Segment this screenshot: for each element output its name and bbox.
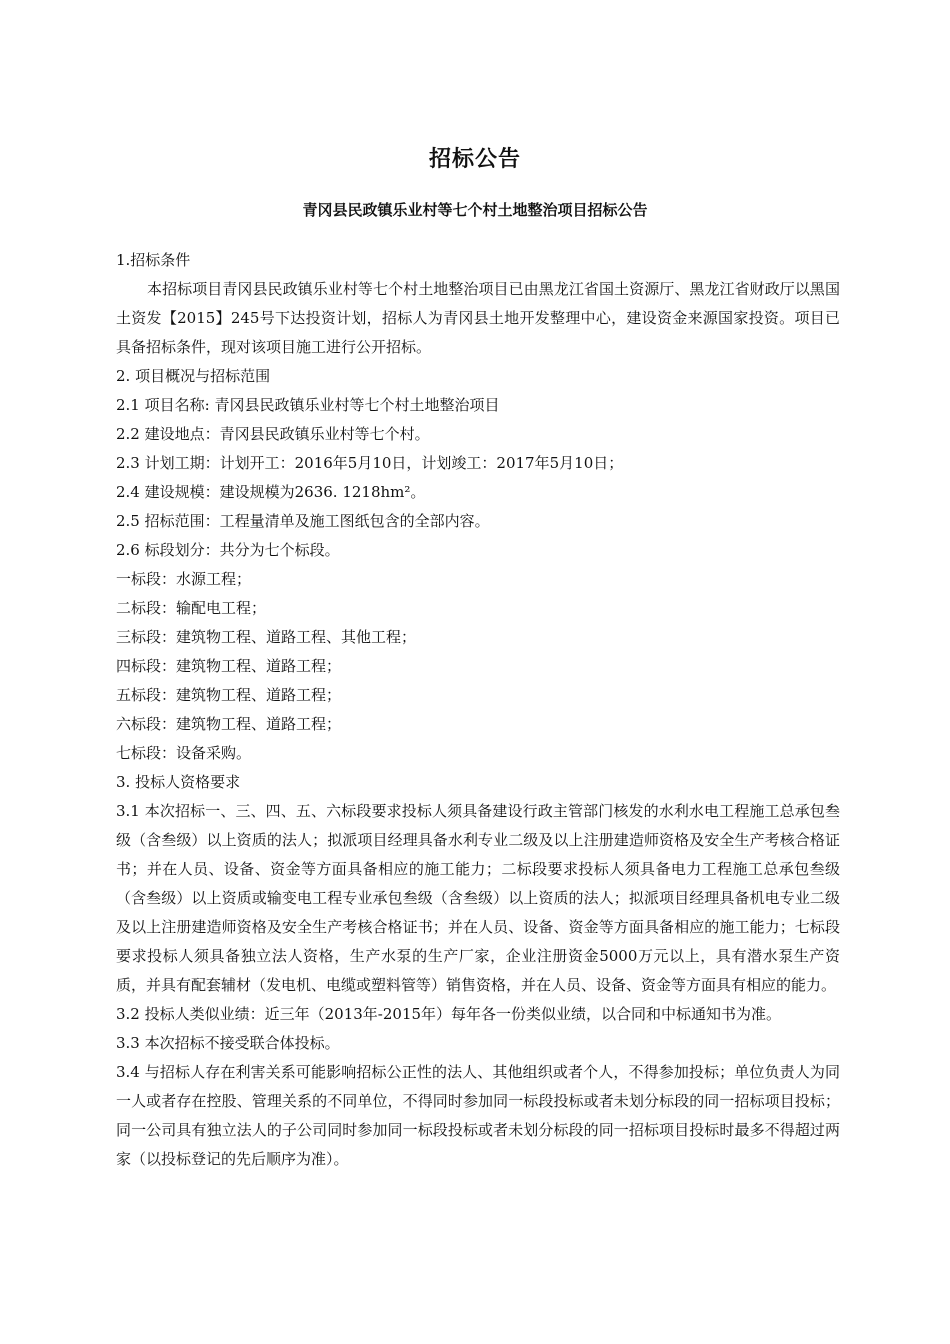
section-2-item-lots: 2.6 标段划分：共分为七个标段。 xyxy=(116,541,340,559)
section-2-heading: 2. 项目概况与招标范围 xyxy=(116,367,271,385)
section-1-heading: 1.招标条件 xyxy=(116,251,191,269)
section-2-item-project-name: 2.1 项目名称: 青冈县民政镇乐业村等七个村土地整治项目 xyxy=(116,396,500,414)
lot-item-4: 四标段：建筑物工程、道路工程； xyxy=(116,657,342,675)
lot-item-1: 一标段：水源工程； xyxy=(116,570,252,588)
section-3-item-experience: 3.2 投标人类似业绩：近三年（2013年-2015年）每年各一份类似业绩，以合同和中标通知书为准。 xyxy=(116,1005,782,1023)
lot-item-7: 七标段：设备采购。 xyxy=(116,744,252,762)
section-3-heading: 3. 投标人资格要求 xyxy=(116,773,241,791)
lot-item-2: 二标段：输配电工程； xyxy=(116,599,267,617)
section-3-item-consortium: 3.3 本次招标不接受联合体投标。 xyxy=(116,1034,340,1052)
document-body xyxy=(116,246,840,1174)
section-3-item-qualification: 3.1 本次招标一、三、四、五、六标段要求投标人须具备建设行政主管部门核发的水利水电工程施工总承包叁级（含叁级）以上资质的法人；拟派项目经理具备水利专业二级及以上注册建造师资格及安全生产考核合格证书；并在人员、设备、资金等方面具备相应的施工能力；二标段要求投标人须具备电力工程施工总承包叁级（含叁级）以上资质或输变电工程专业承包叁级（含叁级）以上资质的法人；拟派项目经理具备机电专业二级及以上注册建造师资格及安全生产考核合格证书；并在人员、设备、资金等方面具备相应的施工能力；七标段要求投标人须具备独立法人资格，生产水泵的生产厂家，企业注册资金5000万元以上，具有潜水泵生产资质，并具有配套辅材（发电机、电缆或塑料管等）销售资格，并在人员、设备、资金等方面具有相应的能力。 xyxy=(116,802,840,994)
section-2-item-scope: 2.5 招标范围：工程量清单及施工图纸包含的全部内容。 xyxy=(116,512,490,530)
document-title: 招标公告 xyxy=(428,147,521,172)
section-3-item-conflict: 3.4 与招标人存在利害关系可能影响招标公正性的法人、其他组织或者个人，不得参加投标；单位负责人为同一人或者存在控股、管理关系的不同单位，不得同时参加同一标段投标或者未划分标段的同一招标项目投标；同一公司具有独立法人的子公司同时参加同一标段投标或者未划分标段的同一招标项目投标时最多不得超过两家（以投标登记的先后顺序为准）。 xyxy=(116,1063,840,1168)
section-2-item-scale: 2.4 建设规模：建设规模为2636. 1218hm²。 xyxy=(116,483,426,501)
document-subtitle: 青冈县民政镇乐业村等七个村土地整治项目招标公告 xyxy=(302,201,648,219)
lot-item-6: 六标段：建筑物工程、道路工程； xyxy=(116,715,342,733)
section-1-paragraph: 本招标项目青冈县民政镇乐业村等七个村土地整治项目已由黑龙江省国土资源厅、黑龙江省财政厅以黑国土资发【2015】245号下达投资计划，招标人为青冈县土地开发整理中心，建设资金来源国家投资。项目已具备招标条件，现对该项目施工进行公开招标。 xyxy=(116,280,840,356)
section-2-item-schedule: 2.3 计划工期：计划开工：2016年5月10日，计划竣工：2017年5月10日； xyxy=(116,454,624,472)
section-2-item-location: 2.2 建设地点：青冈县民政镇乐业村等七个村。 xyxy=(116,425,430,443)
lot-item-3: 三标段：建筑物工程、道路工程、其他工程； xyxy=(116,628,417,646)
lot-item-5: 五标段：建筑物工程、道路工程； xyxy=(116,686,342,704)
